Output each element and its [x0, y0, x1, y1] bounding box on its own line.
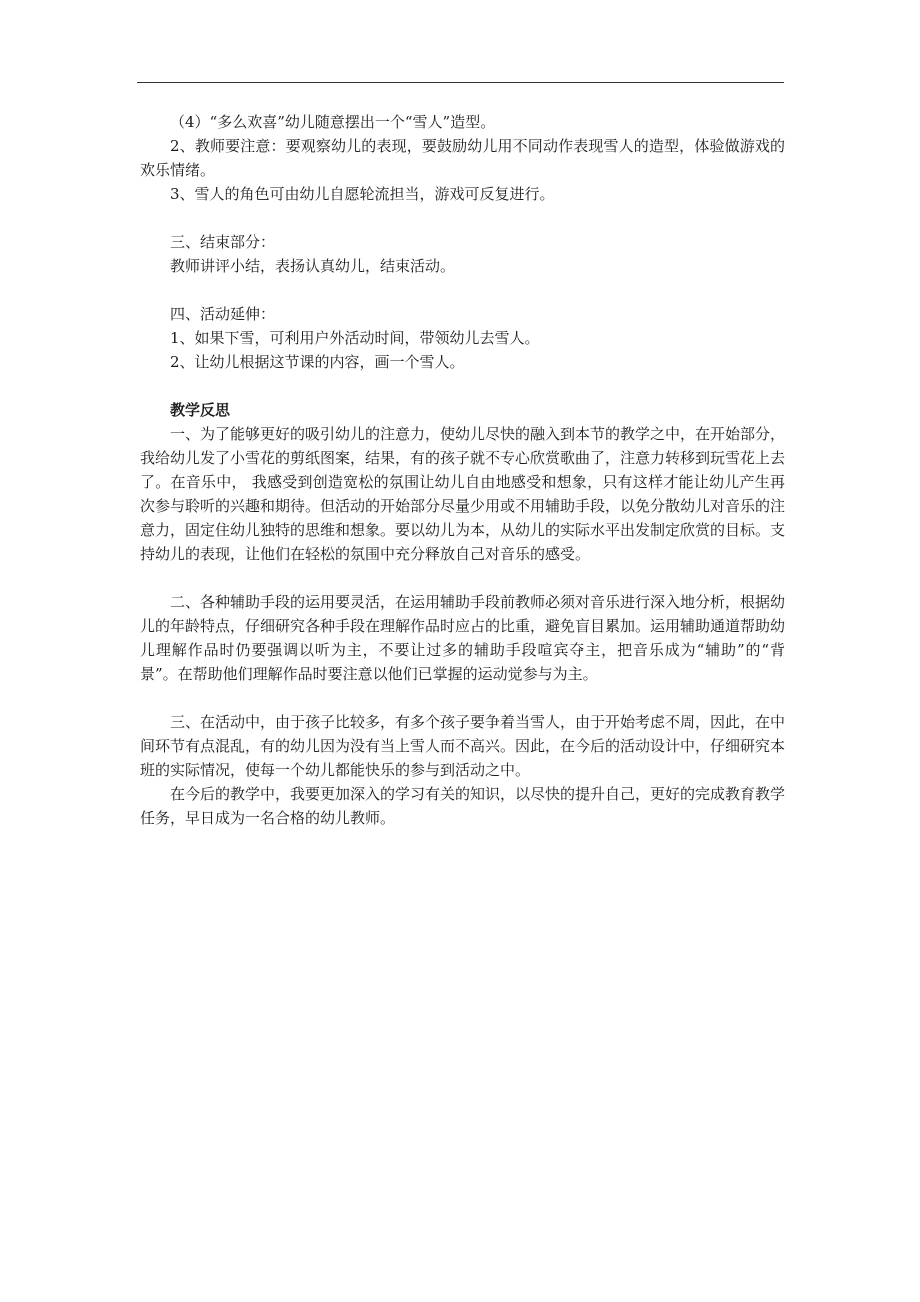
spacer: [140, 374, 785, 398]
header-rule: [137, 82, 784, 83]
section-heading-extension: 四、活动延伸：: [170, 305, 276, 323]
extension-item: 1、如果下雪，可利用户外活动时间，带领幼儿去雪人。: [170, 329, 540, 347]
section-ending-text: 教师讲评小结，表扬认真幼儿，结束活动。: [170, 257, 456, 275]
reflection-paragraph: 一、为了能够更好的吸引幼儿的注意力，使幼儿尽快的融入到本节的教学之中，在开始部分，我给幼儿发了小雪花的剪纸图案，结果，有的孩子就不专心欣赏歌曲了，注意力转移到玩雪花上去了。在音乐中， 我感受到创造宽松的氛围让幼儿自由地感受和想象，只有这样才能让幼儿产生再次参与聆听的兴趣和期待。但活动的开始部分尽量少用或不用辅助手段，以免分散幼儿对音乐的注意力，固定住幼儿独特的思维和想象。要以幼儿为本，从幼儿的实际水平出发制定欣赏的目标。支持幼儿的表现，让他们在轻松的氛围中充分释放自己对音乐的感受。: [140, 425, 786, 563]
role-note: 3、雪人的角色可由幼儿自愿轮流担当，游戏可反复进行。: [170, 185, 555, 203]
reflection-paragraph: 三、在活动中，由于孩子比较多，有多个孩子要争着当雪人，由于开始考虑不周，因此，在中间环节有点混乱，有的幼儿因为没有当上雪人而不高兴。因此，在今后的活动设计中，仔细研究本班的实际情况，使每一个幼儿都能快乐的参与到活动之中。: [140, 713, 786, 779]
spacer: [140, 686, 785, 710]
teacher-note: 2、教师要注意：要观察幼儿的表现，要鼓励幼儿用不同动作表现雪人的造型，体验做游戏的欢乐情绪。: [140, 137, 785, 179]
document-body: [140, 110, 785, 830]
reflection-paragraph: 二、各种辅助手段的运用要灵活，在运用辅助手段前教师必须对音乐进行深入地分析，根据幼儿的年龄特点，仔细研究各种手段在理解作品时应占的比重，避免盲目累加。运用辅助通道帮助幼儿理解作品时仍要强调以听为主，不要让过多的辅助手段喧宾夺主，把音乐成为“辅助”的“背景”。在帮助他们理解作品时要注意以他们已掌握的运动觉参与为主。: [140, 593, 786, 683]
spacer: [140, 206, 785, 230]
reflection-title: 教学反思: [170, 401, 231, 419]
spacer: [140, 566, 785, 590]
spacer: [140, 278, 785, 302]
section-heading-ending: 三、结束部分：: [170, 233, 276, 251]
extension-item: 2、让幼儿根据这节课的内容，画一个雪人。: [170, 353, 465, 371]
activity-step-4: （4）“多么欢喜”幼儿随意摆出一个“雪人”造型。: [170, 113, 496, 131]
reflection-conclusion: 在今后的教学中，我要更加深入的学习有关的知识，以尽快的提升自己，更好的完成教育教学任务，早日成为一名合格的幼儿教师。: [140, 785, 786, 827]
